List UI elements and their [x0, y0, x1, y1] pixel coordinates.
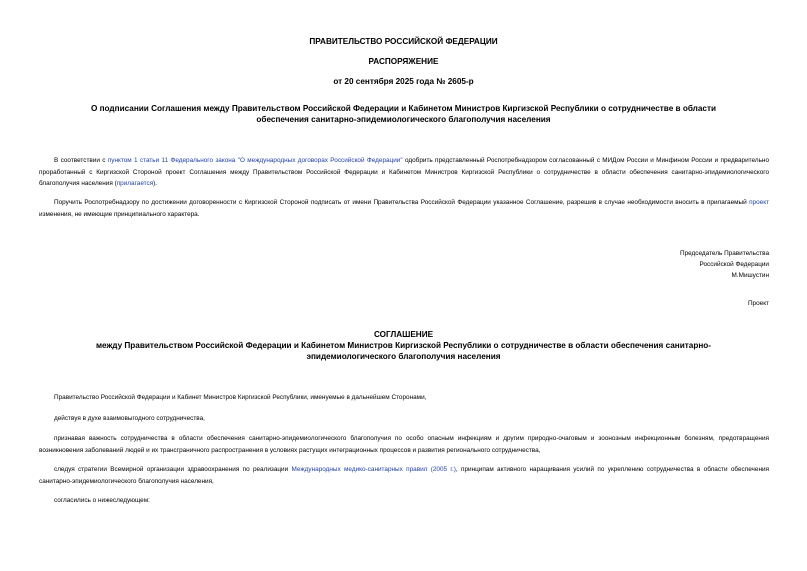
law-article-link[interactable]: пунктом 1 статьи 11 Федерального закона "О международных договорах Российской Федерации" [107, 157, 403, 164]
project-link[interactable]: проект [749, 199, 769, 206]
agreement-subtitle [60, 341, 747, 362]
text: одобрить представленный Роспотребнадзором согласованный с МИДом России и Минфином России и предварительно проработанный с Киргизской Стороной проект Соглашения между Правительством Российской Федерации и Кабинетом Министров Киргизской Республики о сотрудничестве в области обеспечения санитарно-эпидемиологического благополучия населения ( [39, 157, 770, 187]
agreement-paragraph-3: признавая важность сотрудничества в области обеспечения санитарно-эпидемиологического благополучия по особо опасным инфекциям и другим природно-очаговым и зоонозным инфекционным болезням, предотвращения возникновения заболеваний людей и их трансграничного распространения в условиях растущих интеграционных процессов и развития регионального сотрудничества, [39, 435, 769, 454]
agreement-subtitle-line2: эпидемиологического благополучия населения [306, 351, 501, 361]
agreement-paragraph-2: действуя в духе взаимовыгодного сотрудничества, [54, 415, 205, 422]
text: следуя стратегии Всемирной организации здравоохранения по реализации [54, 466, 292, 473]
government-heading: ПРАВИТЕЛЬСТВО РОССИЙСКОЙ ФЕДЕРАЦИИ [309, 37, 498, 46]
signature-line-1: Председатель Правительства [680, 250, 769, 257]
agreement-paragraph-1: Правительство Российской Федерации и Кабинет Министров Киргизской Республики, именуемые в дальнейшем Сторонами, [54, 394, 427, 401]
order-paragraph-2 [39, 197, 769, 220]
order-paragraph-1 [39, 155, 769, 190]
agreement-paragraph-5: согласились о нижеследующем: [54, 497, 150, 504]
text: ). [153, 180, 158, 187]
agreement-subtitle-line1: между Правительством Российской Федерации и Кабинетом Министров Киргизской Республики о сотрудничестве в области обеспечения санитарно- [95, 341, 712, 350]
date-number: от 20 сентября 2025 года № 2605-р [333, 77, 474, 86]
agreement-heading: СОГЛАШЕНИЕ [373, 330, 434, 339]
agreement-paragraph-4 [39, 464, 769, 487]
text: Поручить Роспотребнадзору по достижении договоренности с Киргизской Стороной подписать от имени Правительства Российской Федерации указанное Соглашение, разрешив в случае необходимости вносить в прилагаемый [54, 199, 750, 206]
project-label: Проект [747, 300, 769, 307]
attachment-link[interactable]: прилагается [116, 180, 154, 187]
order-title-line1: О подписании Соглашения между Правительством Российской Федерации и Кабинетом Министров Киргизской Республики о сотрудничестве в области [90, 104, 717, 113]
signature-block [569, 248, 769, 281]
order-title-line2: обеспечения санитарно-эпидемиологического благополучия населения [256, 114, 551, 124]
signature-name: М.Мишустин [731, 272, 769, 279]
text: В соответствии с [54, 157, 108, 164]
order-title [60, 104, 747, 125]
text: изменения, не имеющие принципиального характера. [39, 210, 200, 218]
signature-line-2: Российской Федерации [699, 261, 769, 268]
document-type: РАСПОРЯЖЕНИЕ [368, 57, 439, 66]
text: , принципам активного наращивания усилий по укреплению сотрудничества в области обеспечения санитарно-эпидемиологического благополучия населения, [39, 466, 770, 485]
ihr-link[interactable]: Международных медико-санитарных правил (2005 г.) [291, 466, 456, 473]
